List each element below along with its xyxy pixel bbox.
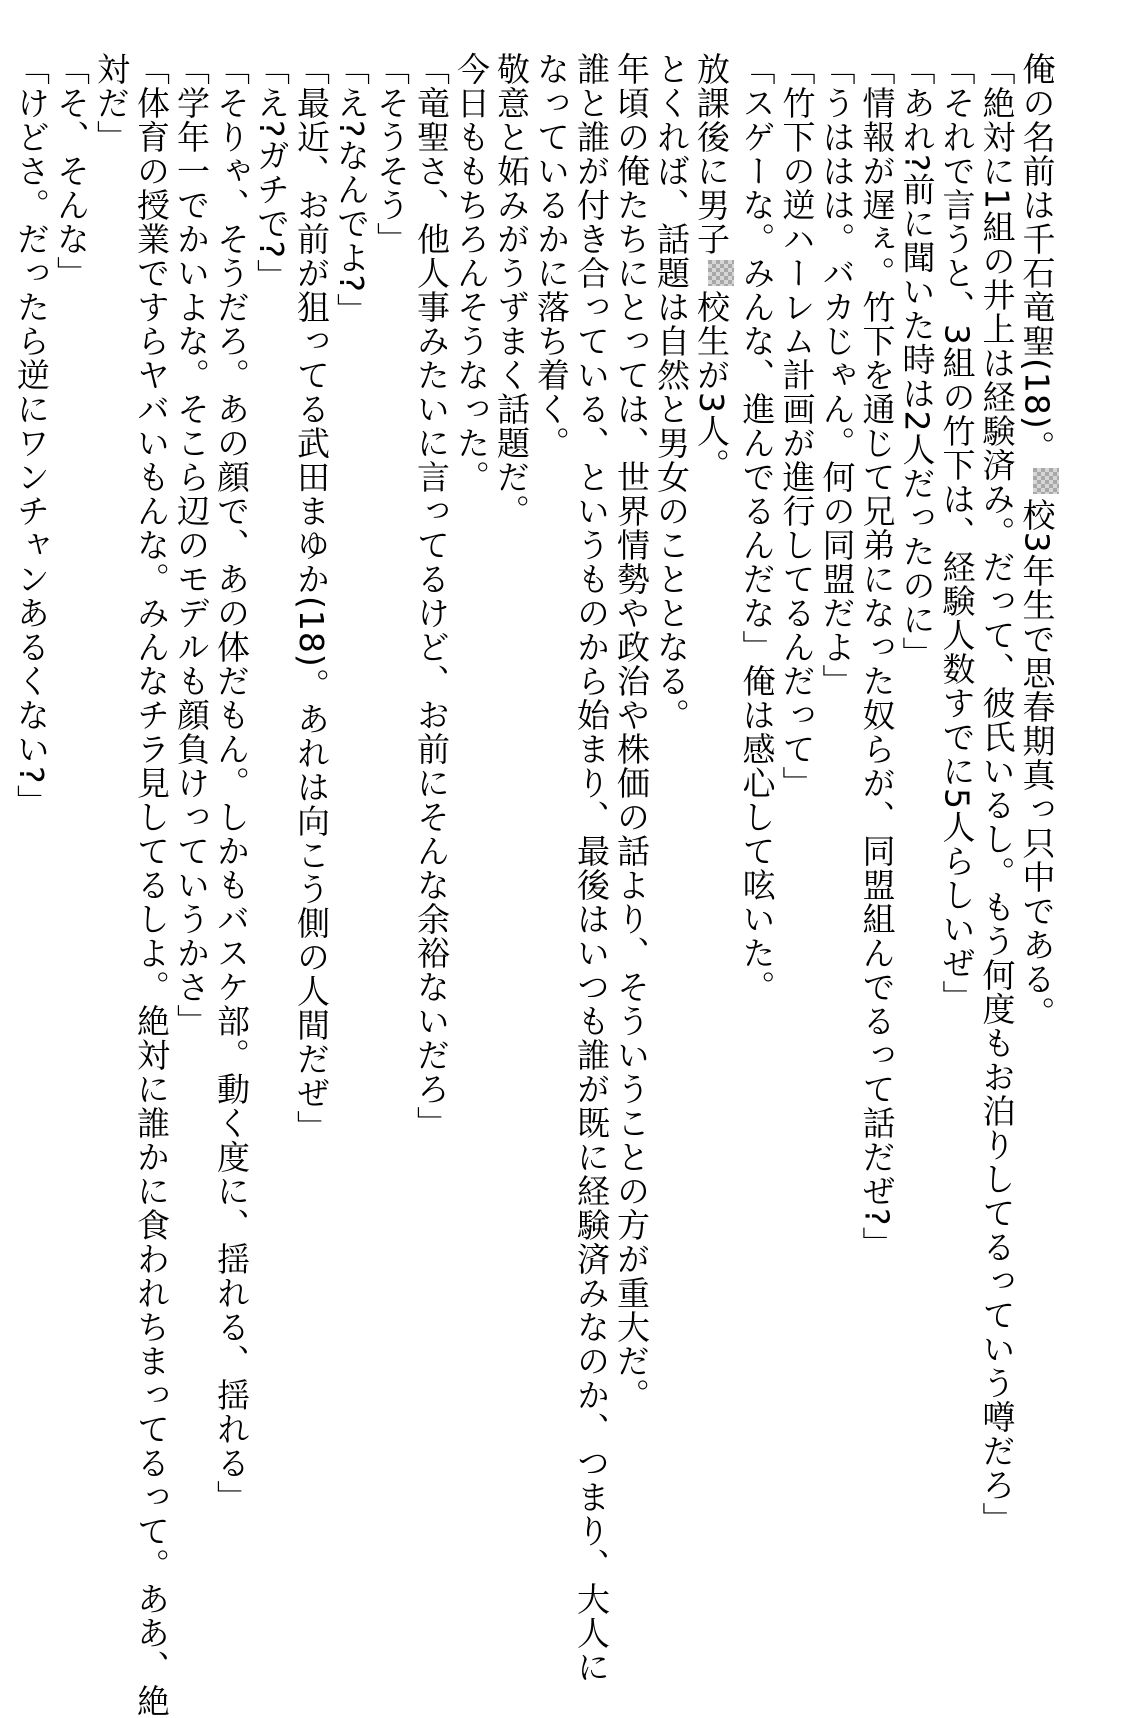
- text-line: [291, 52, 331, 1672]
- text-segment: 「絶対に1組の井上は経験済み。だって、彼氏いるし。もう何度もお泊りしてるっていう噂だろ」: [977, 52, 1017, 1536]
- text-line: [251, 52, 291, 1672]
- text-segment: 校生が3人。: [692, 290, 731, 482]
- text-segment: 敬意と妬みがうずまく話題だ。: [492, 52, 531, 528]
- text-line: [211, 52, 251, 1672]
- text-segment: なっているかに落ち着く。: [532, 52, 571, 460]
- text-line: [531, 52, 571, 1672]
- text-line: [411, 52, 451, 1672]
- text-segment: 「それで言うと、3組の竹下は、経験人数すでに5人らしいぜ」: [937, 52, 977, 1014]
- text-segment: 「あれ?前に聞いた時は2人だったのに」: [897, 52, 937, 671]
- text-line: [91, 52, 131, 1672]
- text-line: [51, 52, 91, 1672]
- text-line: [1017, 52, 1063, 1672]
- text-line: [331, 52, 371, 1672]
- text-segment: 「体育の授業ですらヤバいもんな。みんなチラ見してるしよ。絶対に誰かに食われちまってるって。ああ、絶: [132, 52, 171, 1718]
- text-segment: 誰と誰が付き合っている、というものから始まり、最後はいつも誰が既に経験済みなのか、つまり、大人に: [572, 52, 611, 1684]
- text-line: [897, 52, 937, 1672]
- text-line: [817, 52, 857, 1672]
- text-segment: 今日ももちろんそうなった。: [452, 52, 491, 494]
- text-segment: 校3年生で思春期真っ只中である。: [1017, 497, 1057, 1030]
- text-segment: 「竹下の逆ハーレム計画が進行してるんだって」: [777, 52, 817, 800]
- text-segment: とくれば、話題は自然と男女のこととなる。: [652, 52, 691, 732]
- text-segment: 「うははは。バカじゃん。何の同盟だよ」: [817, 52, 857, 698]
- text-line: [11, 52, 51, 1672]
- text-segment: 「そ、そんな」: [52, 52, 91, 290]
- text-segment: 「スゲーな。みんな、進んでるんだな」俺は感心して呟いた。: [737, 52, 777, 1004]
- text-segment: 放課後に男子: [692, 52, 731, 256]
- text-segment: 「そりゃ、そうだろ。あの顔で、あの体だもん。しかもバスケ部。動く度に、揺れる、揺れる」: [212, 52, 251, 1514]
- text-line: [691, 52, 737, 1672]
- text-line: [937, 52, 977, 1672]
- text-line: [737, 52, 777, 1672]
- text-line: [777, 52, 817, 1672]
- text-line: [131, 52, 171, 1718]
- text-line: [857, 52, 897, 1672]
- text-line: [371, 52, 411, 1672]
- text-line: [651, 52, 691, 1672]
- text-line: [571, 52, 611, 1684]
- text-segment: 年頃の俺たちにとっては、世界情勢や政治や株価の話より、そういうことの方が重大だ。: [612, 52, 651, 1412]
- text-segment: 対だ」: [92, 52, 131, 154]
- censor-mosaic: [1033, 468, 1059, 494]
- text-line: [491, 52, 531, 1672]
- text-segment: 「学年一でかいよな。そこら辺のモデルも顔負けっていうかさ」: [172, 52, 211, 1038]
- text-segment: 「けどさ。だったら逆にワンチャンあるくない?」: [12, 52, 51, 819]
- text-segment: 「え?ガチで?」: [252, 52, 291, 294]
- text-segment: 「そうそう」: [372, 52, 411, 256]
- text-line: [451, 52, 491, 1672]
- text-line: [611, 52, 651, 1672]
- text-segment: 「情報が遅ぇ。竹下を通じて兄弟になった奴らが、同盟組んでるって話だぜ?」: [857, 52, 897, 1261]
- text-segment: 「え?なんでよ?」: [332, 52, 371, 328]
- text-segment: 俺の名前は千石竜聖(18)。: [1017, 52, 1057, 464]
- text-line: [977, 52, 1017, 1672]
- vertical-text-block: [11, 52, 1062, 1718]
- text-line: [171, 52, 211, 1672]
- text-segment: 「最近、お前が狙ってる武田まゆか(18)。あれは向こう側の人間だぜ」: [292, 52, 331, 1144]
- censor-mosaic: [708, 260, 734, 286]
- text-segment: 「竜聖さ、他人事みたいに言ってるけど、お前にそんな余裕ないだろ」: [412, 52, 451, 1140]
